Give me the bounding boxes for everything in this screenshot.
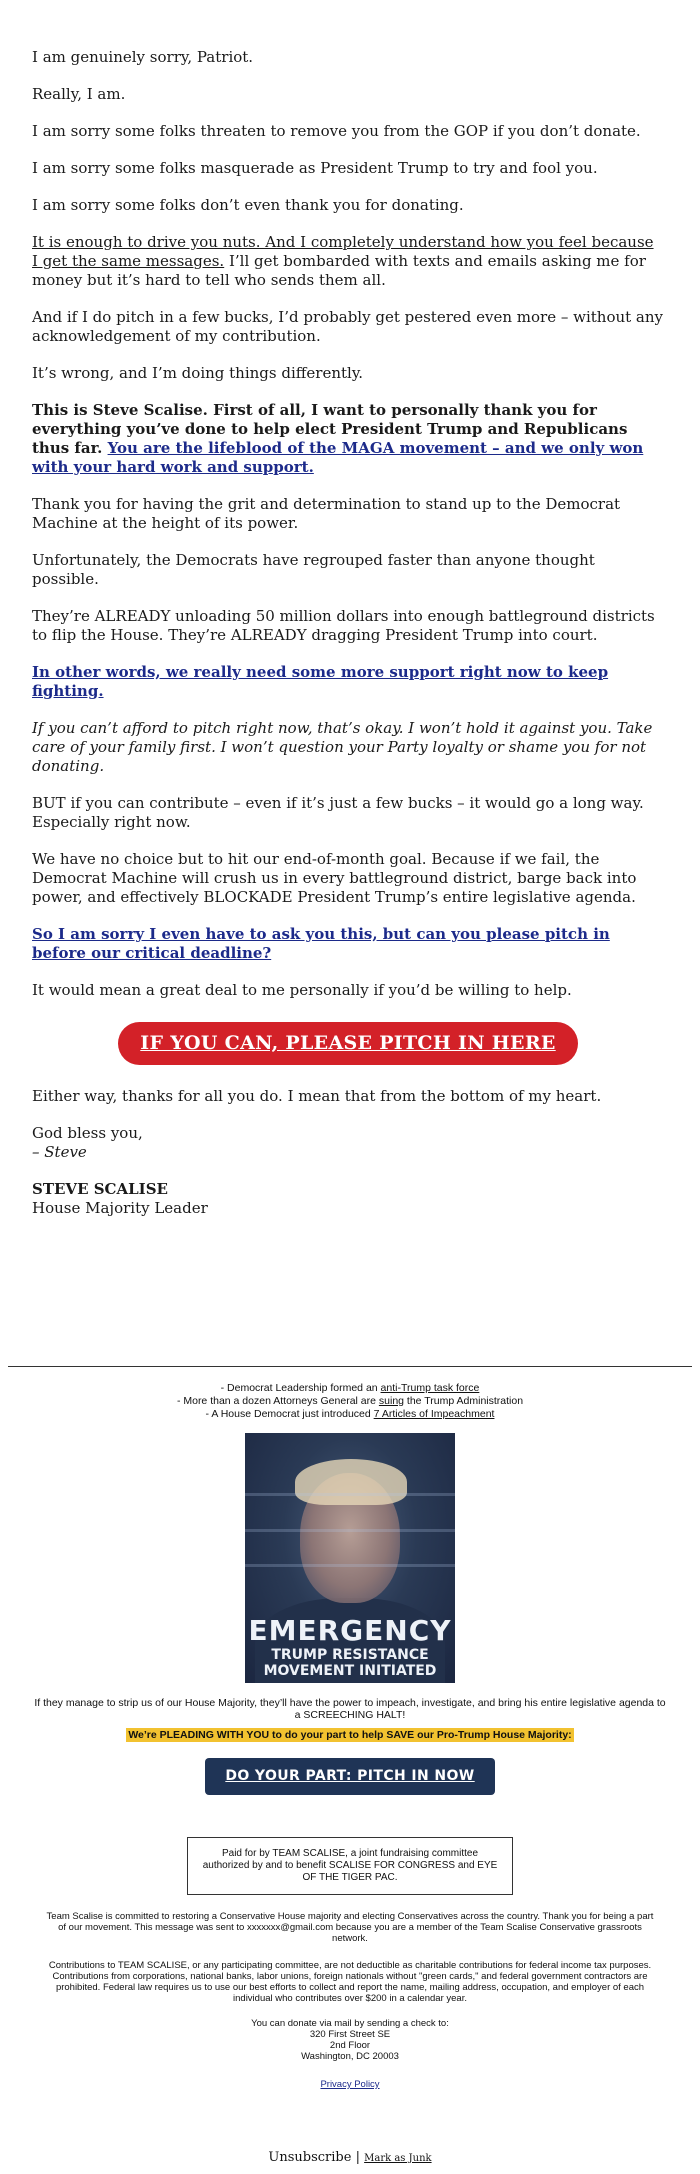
signer-name: STEVE SCALISE: [32, 1180, 168, 1198]
letter-paragraph: Unfortunately, the Democrats have regrouped faster than anyone thought possible.: [32, 551, 595, 588]
letter-paragraph: I am sorry some folks masquerade as President Trump to try and fool you.: [32, 159, 598, 177]
banner-subtitle: TRUMP RESISTANCE MOVEMENT INITIATED: [263, 1647, 437, 1679]
letter-paragraph: [32, 401, 664, 477]
letter-paragraph: It’s wrong, and I’m doing things differently.: [32, 364, 364, 382]
letter-paragraph: I am genuinely sorry, Patriot.: [32, 48, 254, 66]
signoff: – Steve: [32, 1143, 87, 1161]
cta-container: [32, 1022, 664, 1065]
signer-title: House Majority Leader: [32, 1199, 208, 1217]
closing: God bless you,: [32, 1124, 143, 1142]
banner-title: EMERGENCY: [248, 1614, 452, 1647]
letter-body: [32, 48, 664, 1236]
mark-as-junk-link[interactable]: Mark as Junk: [364, 2153, 432, 2164]
letter-paragraph: And if I do pitch in a few bucks, I’d probably get pestered even more – without any acknowledgement of my contribution.: [32, 308, 664, 345]
plead-highlight: We’re PLEADING WITH YOU to do your part to help SAVE our Pro-Trump House Majority:: [128, 1729, 572, 1741]
unsubscribe-link[interactable]: Unsubscribe: [268, 2150, 352, 2165]
letter-paragraph: I am sorry some folks threaten to remove you from the GOP if you don’t donate.: [32, 122, 641, 140]
impeachment-link[interactable]: 7 Articles of Impeachment: [373, 1408, 495, 1420]
letter-paragraph: I am sorry some folks don’t even thank you for donating.: [32, 196, 464, 214]
letter-paragraph: [32, 233, 664, 290]
divider: [8, 1366, 692, 1367]
task-force-link[interactable]: anti-Trump task force: [380, 1382, 480, 1394]
bullet-item: - A House Democrat just introduced 7 Articles of Impeachment: [205, 1408, 495, 1420]
letter-paragraph: They’re ALREADY unloading 50 million dollars into enough battleground districts to flip the House. They’re ALREADY dragging President Trump into court.: [32, 607, 655, 644]
letter-paragraph: BUT if you can contribute – even if it’s just a few bucks – it would go a long way. Especially right now.: [32, 794, 644, 831]
bullet-item: - Democrat Leadership formed an anti-Trump task force: [220, 1382, 480, 1394]
mailing-address: You can donate via mail by sending a check to: 320 First Street SE 2nd Floor Washington, DC 20003: [251, 2018, 449, 2062]
pitch-in-button[interactable]: IF YOU CAN, PLEASE PITCH IN HERE: [118, 1022, 577, 1065]
paragraph-text: I’ll get bombarded with texts and emails asking me for money but it’s hard to tell who sends them all.: [32, 252, 646, 289]
support-link[interactable]: In other words, we really need some more support right now to keep fighting.: [32, 663, 609, 700]
unsubscribe-bar: [0, 2150, 700, 2165]
letter-paragraph: Either way, thanks for all you do. I mean that from the bottom of my heart.: [32, 1087, 602, 1105]
signature-block: [32, 1124, 664, 1218]
bold-text: This is Steve Scalise. First of all, I want to personally thank you for everything you’ve done to help elect President Trump and Republicans thus far.: [32, 401, 628, 457]
bullet-item: - More than a dozen Attorneys General are suing the Trump Administration: [176, 1395, 524, 1407]
letter-paragraph: [32, 925, 664, 963]
letter-paragraph: [32, 663, 664, 701]
letter-paragraph: It would mean a great deal to me personally if you’d be willing to help.: [32, 981, 572, 999]
paid-for-disclaimer: Paid for by TEAM SCALISE, a joint fundraising committee authorized by and to benefit SCALISE FOR CONGRESS and EYE OF THE TIGER PAC.: [187, 1837, 513, 1895]
letter-paragraph: Thank you for having the grit and determination to stand up to the Democrat Machine at the height of its power.: [32, 495, 621, 532]
pitch-in-now-button[interactable]: DO YOUR PART: PITCH IN NOW: [205, 1758, 494, 1795]
deadline-link[interactable]: So I am sorry I even have to ask you this, but can you please pitch in before our critical deadline?: [32, 925, 610, 962]
contribution-disclaimer: Contributions to TEAM SCALISE, or any participating committee, are not deductible as charitable contributions for federal income tax purposes. Contributions from corporations, national banks, labor unions, foreign nationals without "green cards," and federal government contractors are prohibited. Federal law requires us to use our best efforts to collect and report the name, mailing address, occupation, and employer of each individual who contributes over $200 in a calendar year.: [48, 1960, 652, 2004]
suing-link[interactable]: suing: [378, 1395, 404, 1407]
membership-disclaimer: Team Scalise is committed to restoring a Conservative House majority and electing Conservatives across the country. Thank you for being a part of our movement. This message was sent to xxxxxxx@gmail.com because you are a member of the Team Scalise Conservative grassroots network.: [46, 1911, 654, 1944]
letter-paragraph: Really, I am.: [32, 85, 126, 103]
privacy-policy-link[interactable]: Privacy Policy: [320, 2079, 380, 2090]
lifeblood-link[interactable]: You are the lifeblood of the MAGA movement – and we only won with your hard work and support.: [32, 439, 644, 476]
bullet-list: [0, 1382, 700, 1421]
emergency-banner-image[interactable]: [245, 1433, 455, 1683]
letter-paragraph: We have no choice but to hit our end-of-month goal. Because if we fail, the Democrat Machine will crush us in every battleground district, barge back into power, and effectively BLOCKADE President Trump’s entire legislative agenda.: [32, 850, 637, 906]
footer: [0, 1382, 700, 2091]
letter-paragraph: If you can’t afford to pitch right now, that’s okay. I won’t hold it against you. Take care of your family first. I won’t question your Party loyalty or shame you for not donating.: [32, 719, 653, 775]
separator: |: [355, 2150, 360, 2165]
underlined-text: It is enough to drive you nuts. And I completely understand how you feel because I get the same messages.: [32, 233, 654, 270]
majority-warning-text: If they manage to strip us of our House Majority, they’ll have the power to impeach, investigate, and bring his entire legislative agenda to a SCREECHING HALT!: [34, 1697, 666, 1721]
